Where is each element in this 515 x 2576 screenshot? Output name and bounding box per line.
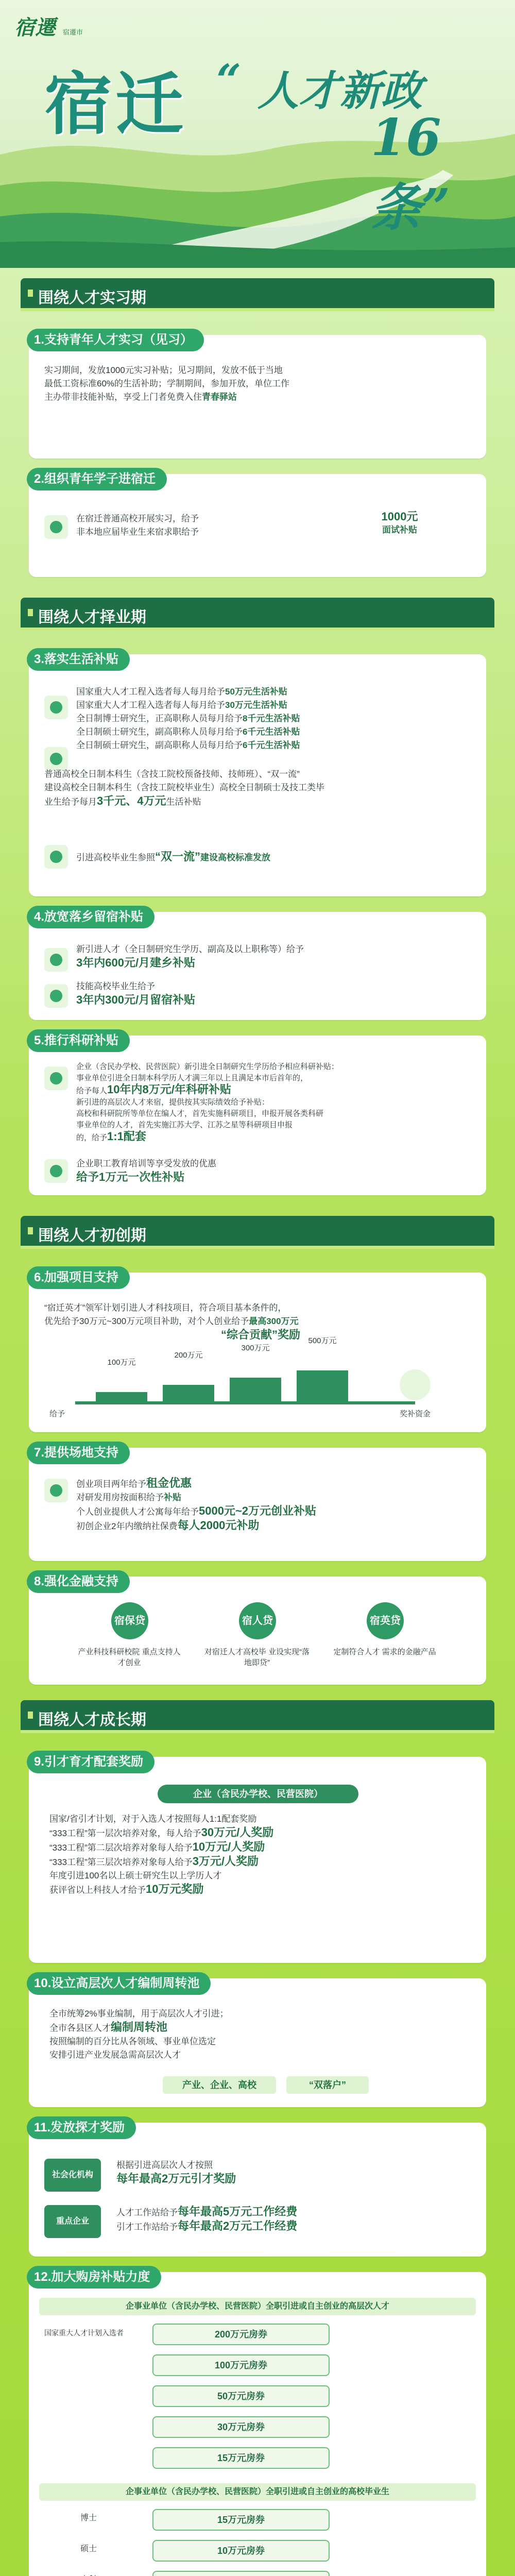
degree-label — [80, 2573, 132, 2576]
logo-mark: 宿遷 — [14, 15, 56, 40]
flask-icon — [44, 1066, 68, 1090]
step-label: 给予 — [49, 1410, 65, 1418]
loan-description: 产业科技科研校院 重点支持人才创业 — [78, 1648, 181, 1667]
hero-number: 16条” — [371, 108, 451, 238]
allowance-list: 国家重大人才工程入选者每人每月给予50万元生活补贴 国家重大人才工程入选者每人每月给予30万元生活补贴 全日制博士研究生，正高职称人员每月给予8千元生活补贴 全日制硕士研究生，副高职称人员每月给予6千元生活补贴 全日制硕士研究生，副高职称人员每月给予6千元生活补贴 — [76, 687, 300, 750]
policy-pill-12: 12.加大购房补贴力度 — [27, 2266, 161, 2289]
research-text: 企业（含民办学校、民营医院）新引进全日制研究生学历给予相应科研补贴： 事业单位引进全日制本科学历人才满三年以上且满足本市后首年的， 给予每人10年内8万元/年科研补贴 新引进的高层次人才来宿，提供按其实际绩效给予补贴： 高校和科研院所等单位在编人才，首先实施科研项目，申报开展各类科研 事业单位的人才，首先实施江苏大学、江苏之星等科研项目申报 的，给予1:1配套 — [76, 1062, 339, 1143]
degree-label: 博士 — [80, 2514, 97, 2522]
housing-text: 新引进人才（全日制研究生学历、副高及以上职称等）给予 3年内600元/月建乡补贴 — [76, 944, 304, 969]
card-living-allowance — [29, 654, 486, 896]
section-header: 围绕人才实习期 — [21, 278, 494, 308]
policy-pill-11: 11.发放探才奖励 — [27, 2116, 136, 2139]
person-icon — [44, 696, 68, 719]
degree-label: 硕士 — [80, 2545, 97, 2553]
hero-title: 宿迁 — [44, 64, 186, 144]
agency-reward: 根据引进高层次人才按照 每年最高2万元引才奖励 — [116, 2160, 236, 2185]
training-text: 企业职工教育培训等享受发放的优惠 给予1万元一次性补贴 — [76, 1159, 216, 1183]
voucher-amount: 10万元房券 — [152, 2540, 330, 2562]
project-text: “宿迁英才”领军计划引进人才科技项目，符合项目基本条件的， 优先给予30万元~300万元项目补助，对个人创业给予最高300万元 “综合贡献”奖励 — [44, 1303, 300, 1341]
double-first-class-note: 引进高校毕业生参照“双一流”建设高校标准发放 — [76, 850, 271, 863]
building-icon — [44, 1479, 68, 1502]
loan-description: 定制符合人才 需求的金融产品 — [333, 1648, 436, 1656]
card-recruit-reward — [29, 2123, 486, 2257]
voucher-amount: 15万元房券 — [152, 2447, 330, 2469]
section-startup — [21, 1216, 494, 1690]
section-header: 围绕人才成长期 — [21, 1700, 494, 1730]
policy-pill-7: 7.提供场地支持 — [27, 1442, 130, 1464]
scope-tag: 产业、企业、高校 — [163, 2076, 276, 2094]
policy-text: 实习期间，发放1000元实习补贴；见习期间，发放不低于当地 最低工资标准60%的生活补助；学制期间，参加开放，单位工作 主办带非技能补贴，享受上门者免费入住青春驿站 — [44, 365, 290, 402]
step-label: 奖补资金 — [399, 1410, 431, 1418]
hero-subtitle: 人才新政 — [258, 66, 422, 115]
card-finance-support — [29, 1574, 486, 1685]
step-label: 300万元 — [241, 1344, 270, 1352]
city-logo — [14, 11, 92, 42]
policy-pill-2: 2.组织青年学子进宿迁 — [27, 468, 167, 490]
voucher-amount: 15万元房券 — [152, 2509, 330, 2531]
graduation-icon — [44, 845, 68, 869]
coin-icon — [44, 1159, 68, 1183]
house-icon — [44, 984, 68, 1008]
section-growth — [21, 1700, 494, 2576]
section-internship — [21, 278, 494, 587]
group-title: 企事业单位（含民办学校、民营医院）全职引进或自主创业的高校毕业生 — [39, 2483, 476, 2501]
step-label: 500万元 — [308, 1336, 337, 1345]
house-icon — [44, 948, 68, 972]
card-home-purchase — [29, 2272, 486, 2576]
card-internship-support — [29, 335, 486, 459]
section-header: 围绕人才初创期 — [21, 1216, 494, 1246]
loan-product-badge: 宿保贷 — [111, 1602, 148, 1639]
policy-pill-4: 4.放宽落乡留宿补贴 — [27, 906, 154, 928]
policy-pill-6: 6.加强项目支持 — [27, 1266, 130, 1289]
enterprise-tag: 企业（含民办学校、民营医院） — [158, 1785, 358, 1803]
venue-text: 创业项目两年给予租金优惠 对研发用房按面积给予补贴 个人创业提供人才公寓每年给予5000元~2万元创业补贴 初创企业2年内缴纳社保费每人2000元补助 — [76, 1477, 317, 1532]
enterprise-label: 重点企业 — [44, 2205, 101, 2238]
voucher-amount: 100万元房券 — [152, 2354, 330, 2376]
step-label: 200万元 — [174, 1351, 203, 1360]
policy-pill-1: 1.支持青年人才实习（见习） — [27, 329, 204, 351]
card-staffing-pool — [29, 1978, 486, 2107]
card-talent-reward — [29, 1757, 486, 1963]
card-housing-subsidy — [29, 912, 486, 1020]
step-label: 100万元 — [107, 1358, 136, 1367]
loan-product-badge: 宿英贷 — [367, 1602, 404, 1639]
voucher-amount: 30万元房券 — [152, 2416, 330, 2438]
policy-pill-10: 10.设立高层次人才编制周转池 — [27, 1972, 211, 1995]
staffing-text: 全市统筹2%事业编制，用于高层次人才引进； 全市各县区人才编制周转池 按照编制的百分比从各领域、事业单位选定 安排引进产业发展急需高层次人才 — [49, 2009, 229, 2060]
voucher-amount — [152, 2571, 330, 2576]
loan-description: 对宿迁人才高校毕 业设实现“落地即贷” — [204, 1648, 310, 1667]
voucher-amount: 200万元房券 — [152, 2324, 330, 2345]
voucher-amount: 50万元房券 — [152, 2385, 330, 2407]
policy-pill-8: 8.强化金融支持 — [27, 1570, 130, 1593]
reward-list: 国家/省引才计划，对于入选人才按照每人1:1配套奖励 “333工程”第一层次培养对象，每人给予30万元/人奖励 “333工程”第二层次培养对象每人给予10万元/人奖励 “333工程”第三层次培养对象每人给予3万元/人奖励 年度引进100名以上硕士研究生以上学历人才 获评省以上科技人才给予10万元奖励 — [49, 1814, 274, 1895]
card-student-visit — [29, 474, 486, 577]
card-project-support — [29, 1270, 486, 1432]
hero-banner — [0, 0, 515, 268]
interview-allowance: 1000元 面试补贴 — [381, 510, 418, 535]
card-venue-support — [29, 1448, 486, 1561]
section-career-choice — [21, 598, 494, 1206]
group-title: 企事业单位（含民办学校、民营医院）全职引进或自主创业的高层次人才 — [39, 2298, 476, 2315]
loan-product-badge: 宿人贷 — [239, 1602, 276, 1639]
policy-pill-9: 9.引才育才配套奖励 — [27, 1751, 154, 1773]
card-research-subsidy — [29, 1033, 486, 1195]
section-header: 围绕人才择业期 — [21, 598, 494, 628]
briefcase-icon — [44, 515, 68, 539]
agency-label: 社会化机构 — [44, 2159, 101, 2192]
workstation-reward: 人才工作站给予每年最高5万元工作经费 引才工作站给予每年最高2万元工作经费 — [116, 2205, 298, 2232]
policy-text: 在宿迁普通高校开展实习，给予 非本地应届毕业生来宿求职给予 — [76, 514, 199, 537]
graduate-allowance: 普通高校全日制本科生（含技工院校预备技师、技师班）、“双一流” 建设高校全日制本科生（含技工院校毕业生）高校全日制硕士及技工类毕 业生给予每月3千元、4万元生活补贴 — [44, 769, 324, 807]
policy-pill-3: 3.落实生活补贴 — [27, 648, 130, 671]
housing-text: 技能高校毕业生给予 3年内300元/月留宿补贴 — [76, 981, 196, 1006]
scope-tag: “双落户” — [286, 2076, 369, 2094]
logo-subtext: 宿遷市 — [63, 28, 83, 36]
group-label: 国家重大人才计划入选者 — [44, 2329, 124, 2337]
policy-pill-5: 5.推行科研补贴 — [27, 1029, 130, 1052]
hero-quote-open: “ — [216, 55, 242, 106]
